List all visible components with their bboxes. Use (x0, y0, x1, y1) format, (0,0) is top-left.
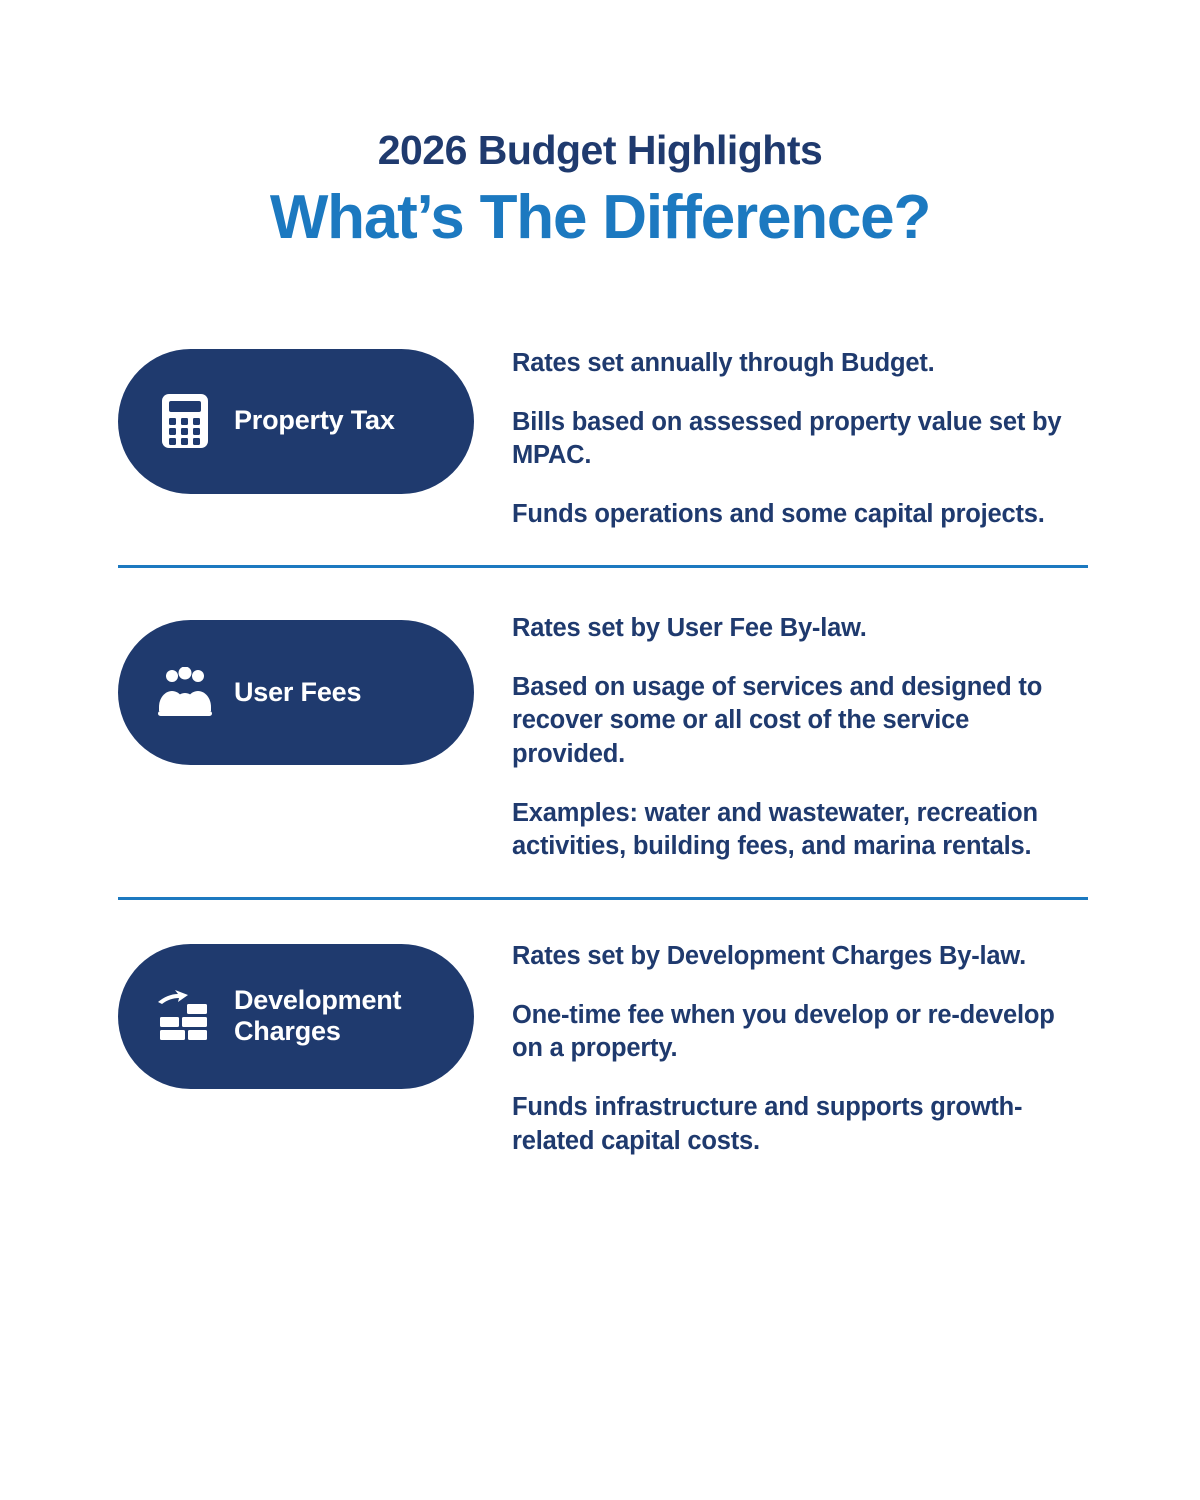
bricklaying-icon (154, 985, 216, 1047)
section-development-charges (0, 934, 1200, 1158)
section-divider (118, 565, 1088, 568)
section-property-tax (0, 339, 1200, 532)
section-paragraph: Examples: water and wastewater, recreation activities, building fees, and marina rentals. (512, 798, 1038, 860)
section-paragraph: Bills based on assessed property value set by MPAC. (512, 407, 1062, 469)
category-label-user-fees: User Fees (234, 676, 362, 707)
category-label-development-charges: Development Charges (234, 985, 402, 1047)
page-title: What’s The Difference? (269, 183, 931, 253)
sections-list (0, 339, 1200, 1158)
section-body-property-tax (512, 339, 1088, 532)
section-paragraph: Funds operations and some capital projects. (512, 499, 1045, 528)
category-pill-property-tax (118, 349, 474, 494)
section-user-fees (0, 602, 1200, 863)
section-paragraph: Rates set by Development Charges By-law. (512, 941, 1026, 970)
category-pill-development-charges (118, 944, 474, 1089)
section-paragraph: One-time fee when you develop or re-develop on a property. (512, 1001, 1055, 1063)
section-paragraph: Rates set annually through Budget. (512, 348, 935, 377)
people-group-icon (154, 662, 216, 724)
page-eyebrow: 2026 Budget Highlights (377, 127, 823, 173)
page-header (0, 0, 1200, 253)
section-divider (118, 897, 1088, 900)
category-pill-user-fees (118, 620, 474, 765)
section-paragraph: Based on usage of services and designed to recover some or all cost of the service provided. (512, 673, 1043, 768)
calculator-icon (154, 390, 216, 452)
section-paragraph: Funds infrastructure and supports growth-related capital costs. (512, 1093, 1023, 1155)
category-label-property-tax: Property Tax (234, 405, 395, 436)
section-body-development-charges (512, 934, 1088, 1158)
section-body-user-fees (512, 602, 1088, 863)
section-paragraph: Rates set by User Fee By-law. (512, 614, 867, 643)
